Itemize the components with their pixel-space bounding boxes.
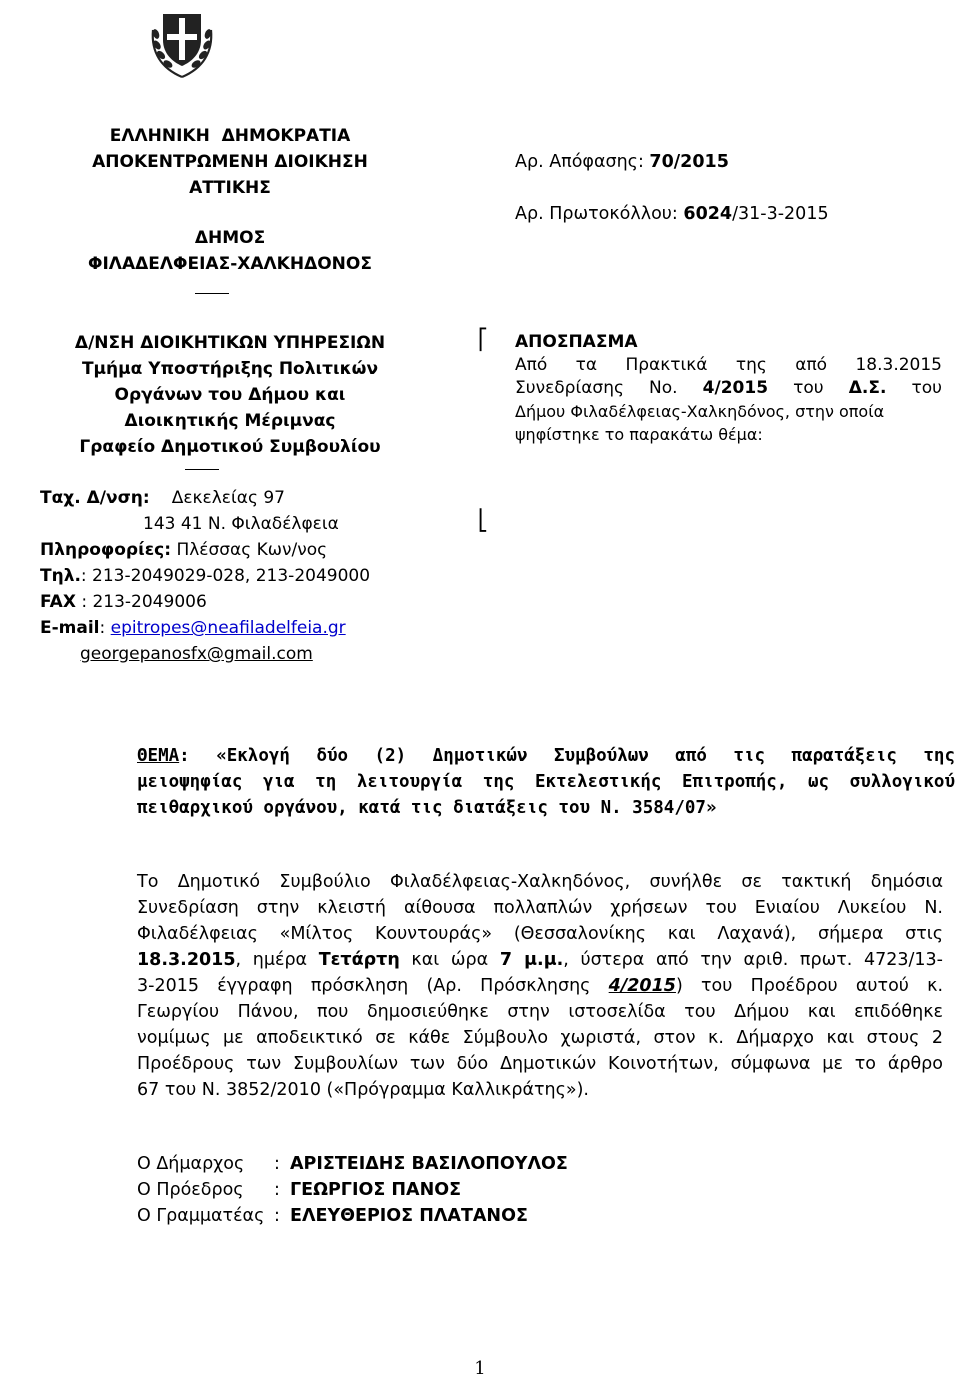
tel-label: Τηλ. — [40, 566, 81, 586]
email-label: E-mail — [40, 618, 100, 638]
signature-name: ΓΕΩΡΓΙΟΣ ΠΑΝΟΣ — [290, 1180, 462, 1200]
signature-row — [137, 1177, 568, 1203]
extract-line: Από τα Πρακτικά της από 18.3.2015 — [515, 355, 942, 375]
body-line: νομίμως με αποδεικτικό σε κάθε Σύμβουλο χωριστά, στον κ. Δήμαρχο και στους 2 — [137, 1028, 943, 1048]
extract-text: του — [886, 378, 942, 398]
tel-value: : 213-2049029-028, 213-2049000 — [80, 566, 371, 586]
extract-line: Δήμου Φιλαδέλφειας-Χαλκηδόνος, στην οποία — [515, 402, 885, 421]
divider — [195, 293, 229, 294]
meeting-date: 18.3.2015 — [137, 950, 236, 970]
body-line: Γεωργίου Πάνου, που δημοσιεύθηκε στην ιστοσελίδα του Δήμου και επιδόθηκε — [137, 1002, 943, 1022]
body-text: ) του Προέδρου αυτού κ. — [675, 976, 944, 996]
topic-block — [137, 743, 955, 821]
body-line: Το Δημοτικό Συμβούλιο Φιλαδέλφειας-Χαλκηδόνος, συνήλθε σε τακτική δημόσια — [137, 872, 943, 892]
fax-label: FAX — [40, 592, 76, 612]
signature-colon: : — [274, 1154, 280, 1174]
header-line-attica: ΑΤΤΙΚΗΣ — [189, 178, 271, 198]
protocol-value: 6024 — [683, 204, 733, 224]
signature-row — [137, 1151, 568, 1177]
body-line — [137, 947, 943, 973]
topic-line — [137, 743, 955, 769]
body-text: , ύστερα από την αριθ. πρωτ. 4723/13- — [563, 950, 943, 970]
extract-block — [515, 331, 942, 446]
header-line-republic: ΕΛΛΗΝΙΚΗ ΔΗΜΟΚΡΑΤΙΑ — [109, 126, 351, 146]
greek-emblem — [143, 4, 221, 82]
header-line-municipality-name: ΦΙΛΑΔΕΛΦΕΙΑΣ-ΧΑΛΚΗΔΟΝΟΣ — [88, 254, 372, 274]
department-line: Τμήμα Υποστήριξης Πολιτικών — [81, 359, 379, 379]
body-line: 67 του Ν. 3852/2010 («Πρόγραμμα Καλλικράτης»). — [137, 1080, 589, 1100]
extract-line: ψηφίστηκε το παρακάτω θέμα: — [515, 425, 763, 444]
tel-row — [40, 563, 460, 589]
signature-colon: : — [274, 1206, 280, 1226]
extract-line — [515, 377, 942, 400]
topic-line: πειθαρχικού οργάνου, κατά τις διατάξεις του Ν. 3584/07» — [137, 798, 717, 818]
extract-title: ΑΠΟΣΠΑΣΜΑ — [515, 332, 638, 352]
department-line: Οργάνων του Δήμου και — [114, 385, 346, 405]
topic-line: μειοψηφίας για τη λειτουργία της Εκτελεστικής Επιτροπής, ως συλλογικού — [137, 772, 955, 792]
signature-role: Ο Γραμματέας — [137, 1206, 265, 1226]
council-abbr: Δ.Σ. — [848, 378, 887, 398]
decision-value: 70/2015 — [649, 152, 729, 172]
email-link-secondary[interactable]: georgepanosfx@gmail.com — [80, 644, 313, 664]
header-line-municipality: ΔΗΜΟΣ — [194, 228, 266, 248]
signature-role: Ο Πρόεδρος — [137, 1180, 244, 1200]
signature-name: ΕΛΕΥΘΕΡΙΟΣ ΠΛΑΤΑΝΟΣ — [290, 1206, 528, 1226]
bracket-bottom: ⎣ — [478, 508, 488, 532]
protocol-date: /31-3-2015 — [732, 204, 829, 224]
signature-row — [137, 1203, 568, 1229]
signature-name: ΑΡΙΣΤΕΙΔΗΣ ΒΑΣΙΛΟΠΟΥΛΟΣ — [290, 1154, 568, 1174]
address-label: Ταχ. Δ/νση: — [40, 488, 150, 508]
header-line-administration: ΑΠΟΚΕΝΤΡΩΜΕΝΗ ΔΙΟΙΚΗΣΗ — [92, 152, 368, 172]
email-sep: : — [99, 618, 111, 638]
body-line: Προέδρους των Συμβουλίων των δύο Δημοτικών Κοινοτήτων, σύμφωνα με το άρθρο — [137, 1054, 943, 1074]
email-row-2 — [40, 641, 460, 667]
info-value: Πλέσσας Κων/νος — [171, 540, 328, 560]
meeting-time: 7 μ.μ. — [499, 950, 564, 970]
meeting-day: Τετάρτη — [318, 950, 400, 970]
page-number: 1 — [474, 1358, 486, 1379]
info-label: Πληροφορίες: — [40, 540, 172, 560]
department-block — [40, 330, 420, 460]
protocol-label: Αρ. Πρωτοκόλλου: — [515, 204, 684, 224]
department-line: Γραφείο Δημοτικού Συμβουλίου — [79, 437, 381, 457]
email-link-committees[interactable]: epitropes@neafiladelfeia.gr — [110, 618, 346, 638]
invitation-number: 4/2015 — [608, 976, 676, 996]
body-text: , ημέρα — [235, 950, 319, 970]
contact-block — [40, 485, 460, 667]
decision-label: Αρ. Απόφασης: — [515, 152, 650, 172]
signatures-block — [137, 1151, 568, 1229]
info-row — [40, 537, 460, 563]
protocol-number — [515, 202, 829, 226]
address-street: Δεκελείας 97 — [171, 488, 285, 508]
signature-colon: : — [274, 1180, 280, 1200]
divider — [185, 469, 219, 470]
department-line: Διοικητικής Μέριμνας — [124, 411, 336, 431]
decision-number — [515, 150, 729, 174]
email-row — [40, 615, 460, 641]
department-line: Δ/ΝΣΗ ΔΙΟΙΚΗΤΙΚΩΝ ΥΠΗΡΕΣΙΩΝ — [74, 333, 386, 353]
address-row — [40, 485, 460, 511]
body-text: και ώρα — [399, 950, 500, 970]
bracket-top: ⎡ — [478, 327, 488, 351]
fax-row — [40, 589, 460, 615]
fax-value: : 213-2049006 — [75, 592, 207, 612]
topic-text: : «Εκλογή δύο (2) Δημοτικών Συμβούλων από τις παρατάξεις της — [179, 746, 955, 766]
topic-label: ΘΕΜΑ — [137, 746, 180, 766]
signature-role: Ο Δήμαρχος — [137, 1154, 245, 1174]
body-line: Συνεδρίαση στην κλειστή αίθουσα πολλαπλών χρήσεων του Ενιαίου Λυκείου Ν. — [137, 898, 943, 918]
body-text: 3-2015 έγγραφη πρόσκληση (Αρ. Πρόσκλησης — [137, 976, 609, 996]
extract-text: του — [768, 378, 849, 398]
body-line — [137, 973, 943, 999]
body-line: Φιλαδέλφειας «Μίλτος Κουντουράς» (Θεσσαλονίκης και Λαχανά), σήμερα στις — [137, 924, 943, 944]
republic-header — [40, 123, 420, 277]
address-city: 143 41 Ν. Φιλαδέλφεια — [143, 514, 339, 534]
extract-text: Συνεδρίασης Νο. — [515, 378, 703, 398]
body-paragraph — [137, 869, 943, 1103]
session-number: 4/2015 — [702, 378, 769, 398]
